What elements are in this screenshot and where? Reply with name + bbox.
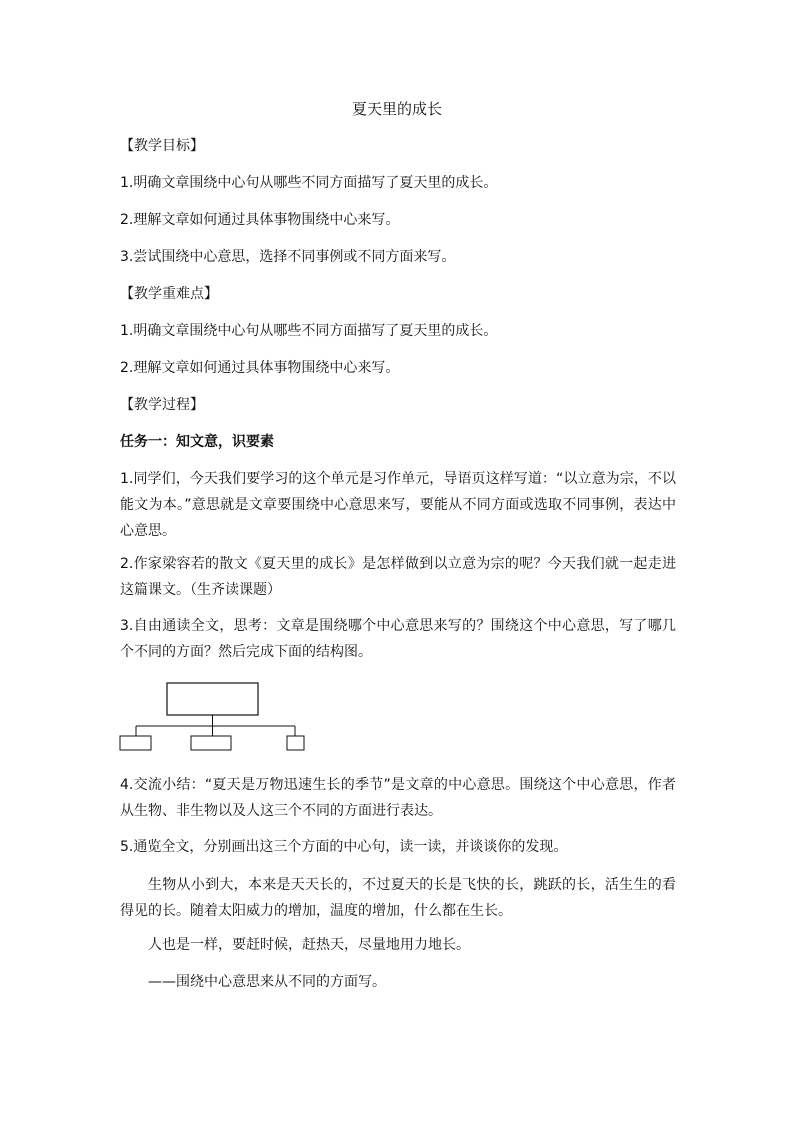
step-paragraph: 2.作家梁容若的散文《夏天里的成长》是怎样做到以立意为宗的呢？今天我们就一起走进这篇课文。（生齐读课题） [120,556,676,598]
branch-box-right [287,736,304,750]
branch-box-left [120,736,151,750]
goal-item: 1.明确文章围绕中心句从哪些不同方面描写了夏天里的成长。 [120,175,498,191]
step-paragraph: 5.通览全文，分别画出这三个方面的中心句，读一读，并谈谈你的发现。 [120,839,568,855]
quote-paragraph: 人也是一样，要赶时候，赶热天，尽量地用力地长。 [148,937,470,953]
goals-heading: 【教学目标】 [120,138,204,154]
step-paragraph: 1.同学们，今天我们要学习的这个单元是习作单元，导语页这样写道：“以立意为宗，不以能文为本。”意思就是文章要围绕中心意思来写，要能从不同方面或选取不同事例，表达中心意思。 [120,471,676,539]
task-heading: 任务一：知文意，识要素 [120,434,274,450]
quote-paragraph: ——围绕中心意思来从不同的方面写。 [148,974,386,990]
page-title: 夏天里的成长 [351,100,442,118]
goal-item: 2.理解文章如何通过具体事物围绕中心来写。 [120,212,400,228]
keypoint-item: 2.理解文章如何通过具体事物围绕中心来写。 [120,360,400,376]
keypoint-item: 1.明确文章围绕中心句从哪些不同方面描写了夏天里的成长。 [120,323,498,339]
keypoints-heading: 【教学重难点】 [120,286,218,302]
center-box [167,683,258,715]
goal-item: 3.尝试围绕中心意思，选择不同事例或不同方面来写。 [120,249,456,265]
branch-box-middle [191,736,231,750]
process-heading: 【教学过程】 [120,397,204,413]
step-paragraph: 4.交流小结：“夏天是万物迅速生长的季节”是文章的中心意思。围绕这个中心意思，作者从生物、非生物以及人这三个不同的方面进行表达。 [120,777,676,819]
step-paragraph: 3.自由通读全文，思考：文章是围绕哪个中心意思来写的？围绕这个中心意思，写了哪几个不同的方面？然后完成下面的结构图。 [120,618,676,660]
quote-paragraph: 生物从小到大，本来是天天长的，不过夏天的长是飞快的长，跳跃的长，活生生的看得见的长。随着太阳威力的增加，温度的增加，什么都在生长。 [120,877,676,919]
structure-diagram [118,682,318,754]
